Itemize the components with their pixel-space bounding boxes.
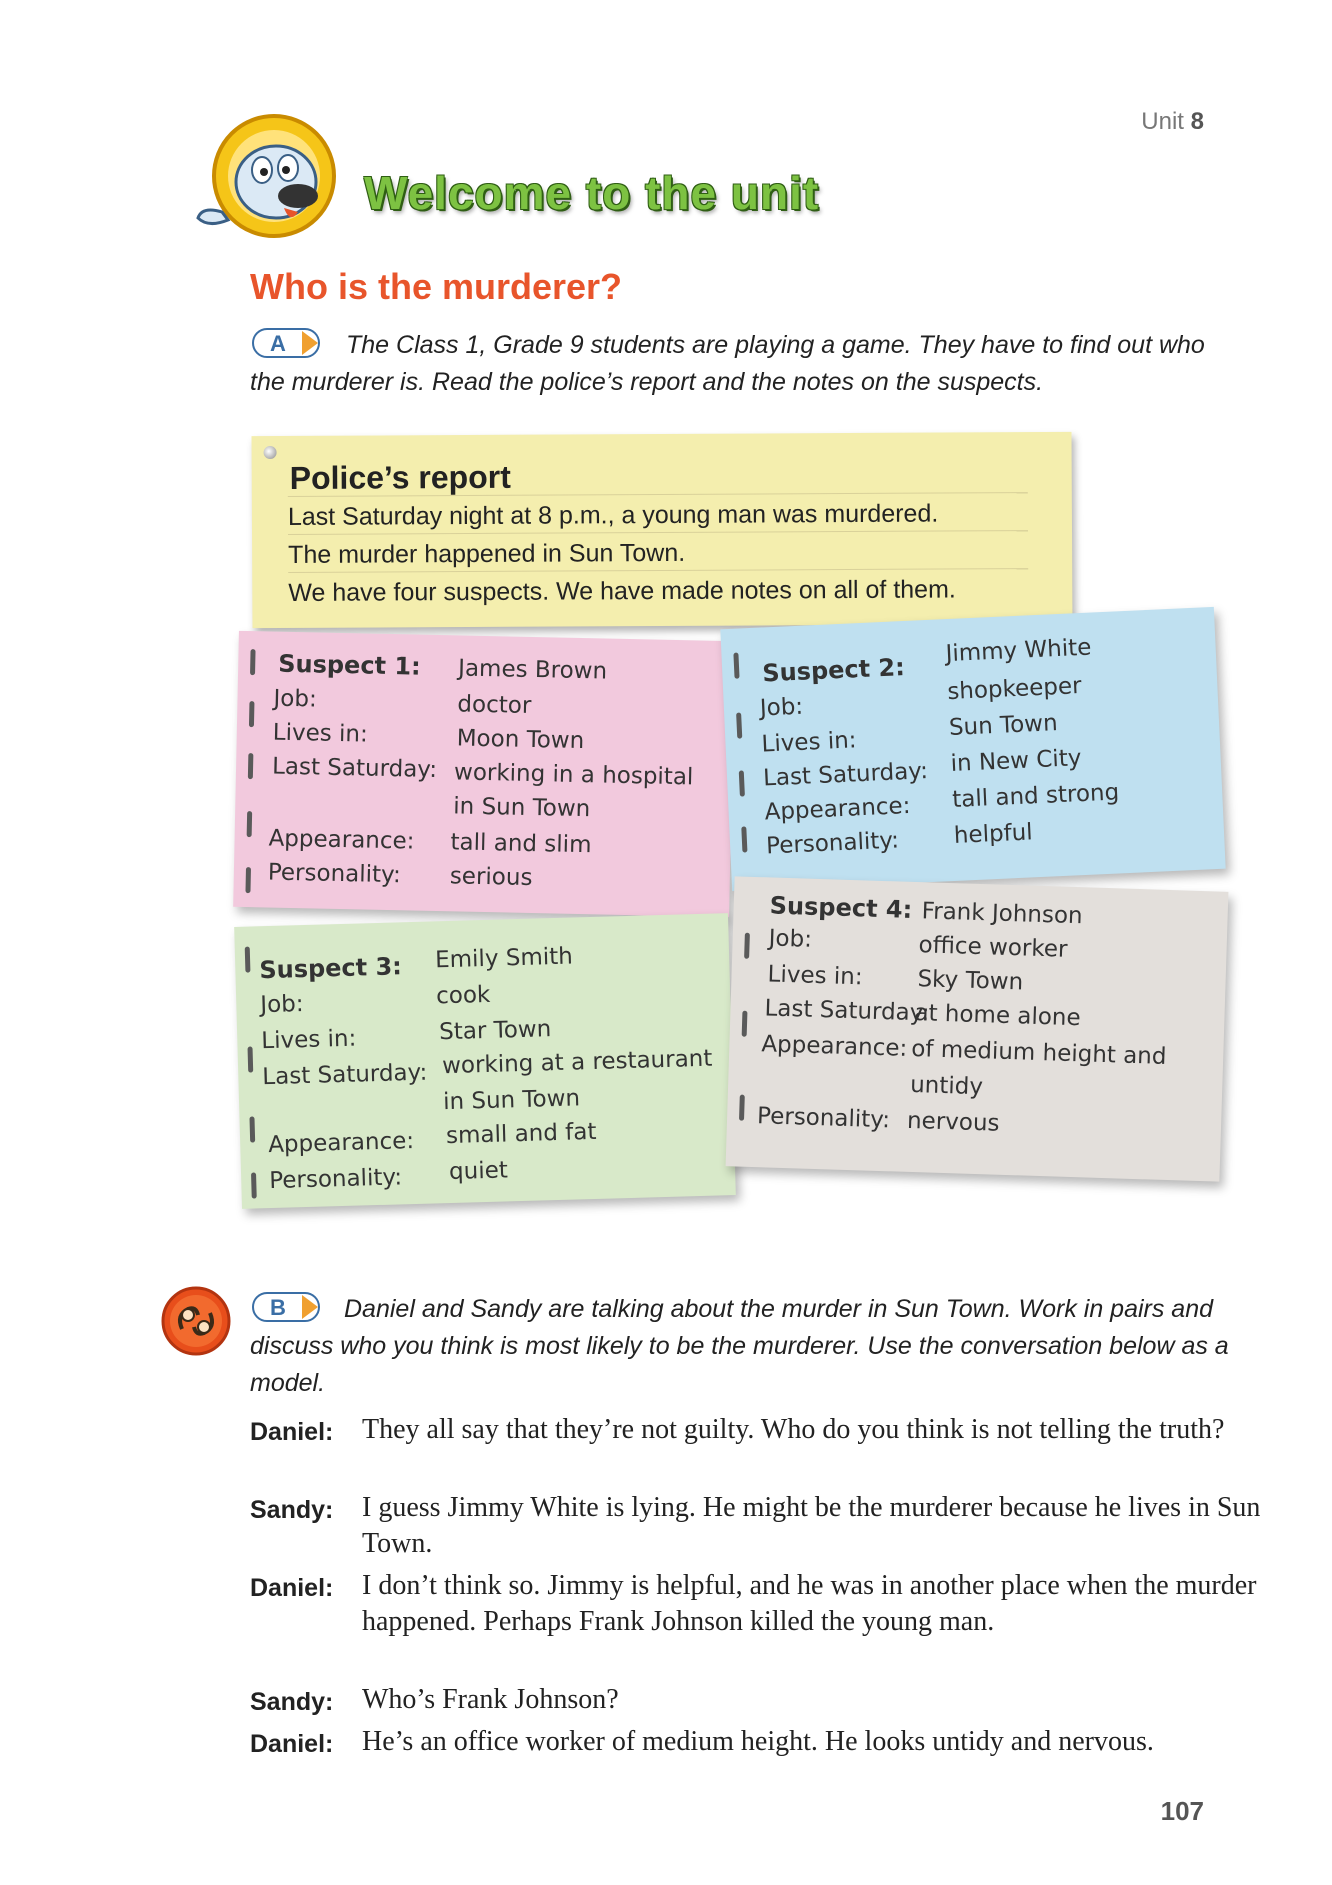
dialogue-line: They all say that they’re not guilty. Who do you think is not telling the truth? xyxy=(362,1414,1225,1445)
appearance-label: Appearance: xyxy=(268,825,415,855)
saturday-label: Last Saturday: xyxy=(262,1059,428,1091)
dialogue-line: He’s an office worker of medium height. He looks untidy and nervous. xyxy=(362,1726,1154,1757)
dialogue-line: I don’t think so. Jimmy is helpful, and he was in another place when the murder happened. Perhaps Frank Johnson killed the young man. xyxy=(362,1570,1257,1637)
appearance-value: tall and strong xyxy=(951,779,1120,813)
personality-label: Personality: xyxy=(267,859,402,889)
job-label: Job: xyxy=(259,991,304,1019)
appearance-value: small and fat xyxy=(445,1118,597,1150)
suspect-name: Frank Johnson xyxy=(921,898,1083,930)
saturday-value: working at a restaurant xyxy=(441,1045,713,1080)
personality-value: quiet xyxy=(448,1157,509,1186)
suspect-heading: Suspect 2: xyxy=(761,653,906,688)
personality-value: serious xyxy=(449,863,533,892)
dialogue-speaker: Daniel: xyxy=(250,1730,334,1758)
police-report-title: Police’s report xyxy=(289,458,511,496)
appearance-value: of medium height and xyxy=(910,1035,1167,1070)
appearance-value: tall and slim xyxy=(450,829,592,859)
personality-value: nervous xyxy=(906,1107,1000,1137)
dialogue-line: I guess Jimmy White is lying. He might be the murderer because he lives in Sun Town. xyxy=(362,1492,1261,1559)
personality-value: helpful xyxy=(953,819,1034,849)
task-b-letter: B xyxy=(270,1295,286,1320)
job-value: cook xyxy=(435,981,491,1010)
suspect-card-3 xyxy=(234,913,736,1209)
personality-label: Personality: xyxy=(756,1103,891,1134)
lives-label: Lives in: xyxy=(767,961,863,991)
job-value: office worker xyxy=(918,932,1068,963)
saturday-label: Last Saturday: xyxy=(764,995,930,1027)
lives-value: Sky Town xyxy=(917,966,1024,996)
task-a-letter: A xyxy=(270,331,286,356)
lives-label: Lives in: xyxy=(272,719,369,748)
suspect-card-1 xyxy=(233,631,735,917)
dialogue-line: Who’s Frank Johnson? xyxy=(362,1684,619,1715)
lives-label: Lives in: xyxy=(760,727,858,758)
dialogue-speaker: Sandy: xyxy=(250,1496,334,1524)
appearance-label: Appearance: xyxy=(761,1031,908,1062)
police-report-line: Last Saturday night at 8 p.m., a young man was murdered. xyxy=(288,492,1028,532)
suspect-name: James Brown xyxy=(457,655,608,685)
suspect-name: Jimmy White xyxy=(945,634,1092,668)
suspect-name: Emily Smith xyxy=(434,943,574,974)
dialogue-speaker: Daniel: xyxy=(250,1574,334,1602)
job-label: Job: xyxy=(759,693,804,722)
dog-mascot-icon xyxy=(192,112,344,250)
appearance-label: Appearance: xyxy=(267,1128,415,1159)
saturday-value-cont: in Sun Town xyxy=(453,793,591,823)
saturday-value: in New City xyxy=(950,745,1082,778)
saturday-label: Last Saturday: xyxy=(762,758,929,792)
saturday-value: at home alone xyxy=(914,1000,1082,1032)
unit-number: 8 xyxy=(1190,108,1204,135)
police-report-line: The murder happened in Sun Town. xyxy=(288,530,1028,570)
suspect-heading: Suspect 1: xyxy=(277,649,421,681)
suspect-card-2 xyxy=(720,607,1225,891)
unit-label xyxy=(1141,108,1204,136)
saturday-value-cont: in Sun Town xyxy=(442,1085,581,1116)
task-a-instructions: The Class 1, Grade 9 students are playing a game. They have to find out who the murderer is. Read the police’s report and the notes on the suspects. xyxy=(250,331,1205,396)
job-label: Job: xyxy=(768,925,813,953)
suspect-heading: Suspect 4: xyxy=(769,891,913,924)
dialogue-speaker: Sandy: xyxy=(250,1688,334,1716)
job-label: Job: xyxy=(273,685,318,713)
saturday-label: Last Saturday: xyxy=(271,753,438,784)
page-number: 107 xyxy=(1160,1796,1204,1826)
job-value: shopkeeper xyxy=(946,673,1083,706)
police-report-line: We have four suspects. We have made notes on all of them. xyxy=(288,568,1028,608)
suspect-heading: Suspect 3: xyxy=(258,952,403,985)
personality-label: Personality: xyxy=(268,1164,403,1195)
appearance-value-cont: untidy xyxy=(909,1071,984,1101)
dialogue-speaker: Daniel: xyxy=(250,1418,334,1446)
pair-work-icon xyxy=(160,1285,232,1357)
lives-value: Star Town xyxy=(438,1016,552,1046)
task-b-instructions: Daniel and Sandy are talking about the murder in Sun Town. Work in pairs and discuss who you think is most likely to be the murderer. Use the conversation below as a model. xyxy=(250,1295,1229,1397)
lives-value: Moon Town xyxy=(456,725,585,755)
unit-prefix: Unit xyxy=(1141,108,1184,135)
saturday-value: working in a hospital xyxy=(453,759,694,791)
personality-label: Personality: xyxy=(765,827,900,860)
job-value: doctor xyxy=(457,691,532,719)
lives-value: Sun Town xyxy=(948,710,1059,742)
appearance-label: Appearance: xyxy=(764,792,911,826)
suspect-card-4 xyxy=(726,876,1229,1181)
pin-icon xyxy=(264,446,277,459)
section-title: Who is the murderer? xyxy=(250,266,623,307)
welcome-title: Welcome to the unit xyxy=(364,167,820,219)
police-report-note xyxy=(252,432,1073,628)
lives-label: Lives in: xyxy=(260,1025,357,1055)
